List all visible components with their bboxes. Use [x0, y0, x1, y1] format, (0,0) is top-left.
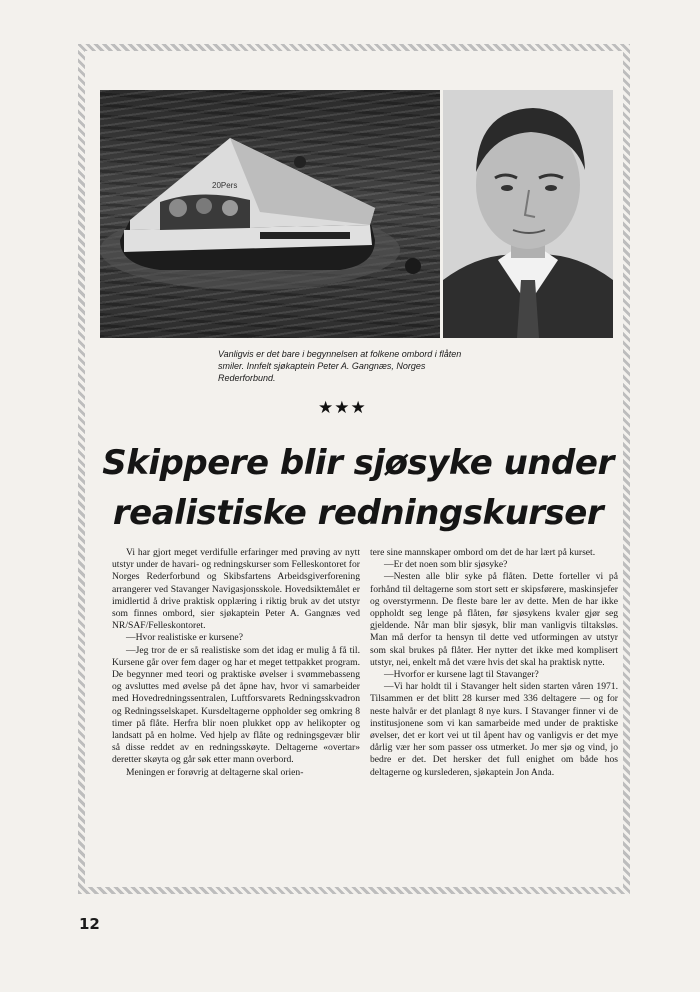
article-column-left	[112, 547, 360, 779]
paragraph: —Vi har holdt til i Stavanger helt siden starten våren 1971. Tilsammen er det blitt 28 kurser med 336 deltagere — og for neste halvår er det planlagt 8 nye kurs. I Stavanger finner vi de institusjonene som vi kan samarbeide med under de praktiske øvelser, det er kort vei ut til åpent hav og vanligvis er det mye dårlig vær her som passer oss utmerket. Jo mer sjø og vind, jo bedre er det. Det hersker det full enighet om både hos deltagerne og kurslederen, sjøkaptein Jon Anda.	[370, 681, 618, 778]
raft-capacity-label: 20Pers	[212, 181, 238, 190]
article-headline	[94, 438, 622, 538]
portrait-illustration	[443, 90, 613, 338]
article-column-right	[370, 547, 618, 779]
photo-caption: Vanligvis er det bare i begynnelsen at folkene ombord i flåten smiler. Innfelt sjøkaptein Peter A. Gangnæs, Norges Rederforbund.	[218, 349, 462, 383]
paragraph: —Jeg tror de er så realistiske som det idag er mulig å få til. Kursene går over fem dager og har et meget tettpakket program. De begynner med teori og praktiske øvelser i svømmebasseng og avsluttes med øvelse på det åpne hav, hvor vi samarbeider med Hovedredningssentralen, Luftforsvarets Redningsskvadron og Redningsselskapet. Kursdeltagerne oppholder seg omkring 8 timer på flåte. Herfra blir noen plukket opp av helikopter og landsatt på en holme. Ved hjelp av flåte og redningsgevær blir så disse reddet av en redningsskøyte. Deltagerne «overtar» deretter skøyta og går søk etter mann overbord.	[112, 644, 360, 766]
paragraph: —Nesten alle blir syke på flåten. Dette forteller vi på forhånd til deltagerne som stort sett er skipsførere, maskinsjefer og overstyrmenn. De fleste bare ler av dette. Men de har ikke oppholdt seg lenge på flåten, før sjøsykens kvaler gjør seg gjeldende. Når man blir sjøsyk, blir man vanligvis tiltaksløs. Man må derfor ta hensyn til dette ved utformingen av utstyr som skal brukes på flåter. Her nytter det ikke med komplisert utstyr, nei, enkelt må det være hvis det skal ha praktisk nytte.	[370, 571, 618, 668]
decorative-stars: ★★★	[318, 398, 367, 417]
page-number: 12	[79, 915, 100, 933]
paragraph: —Hvorfor er kursene lagt til Stavanger?	[384, 669, 539, 681]
paragraph: —Hvor realistiske er kursene?	[126, 632, 243, 644]
paragraph: —Er det noen som blir sjøsyke?	[384, 559, 508, 571]
paragraph: Vi har gjort meget verdifulle erfaringer med prøving av nytt utstyr under de havari- og redningskurser som Felleskontoret for Norges Rederforbund og Skibsfartens Arbeidsgiverforening arrangerer ved Stavanger Navigasjonsskole. Hovedsiktemålet er imidlertid å drive praktisk opplæring i riktig bruk av det utstyr som finnes ombord, sier sjøkaptein Peter A. Gangnæs ved NR/SAF/Felleskontoret.	[112, 547, 360, 632]
liferaft-illustration	[100, 90, 440, 338]
portrait-photo	[443, 90, 613, 338]
headline-line-2: realistiske redningskurser	[112, 493, 604, 533]
paragraph: Meningen er forøvrig at deltagerne skal orien-	[126, 766, 304, 778]
paragraph-continued: tere sine mannskaper ombord om det de har lært på kurset.	[370, 547, 596, 558]
liferaft-photo	[100, 90, 440, 338]
headline-line-1: Skippere blir sjøsyke under	[102, 443, 614, 483]
